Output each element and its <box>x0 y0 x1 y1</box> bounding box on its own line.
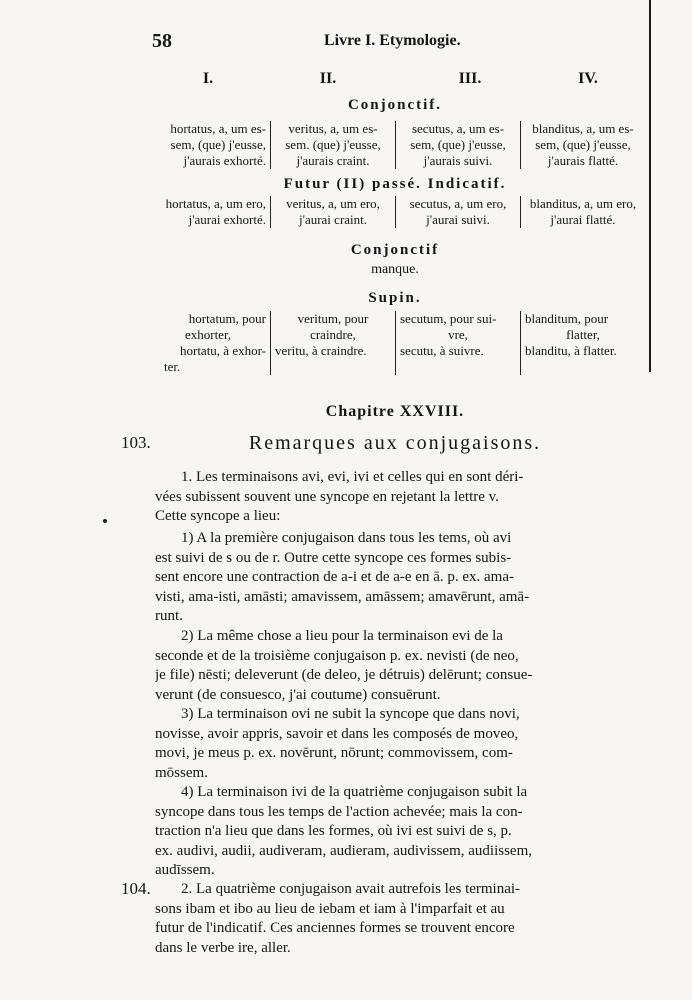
text-line: novisse, avoir appris, savoir et dans les composés de moveo, <box>155 725 519 742</box>
table-line: blanditus, a, um es- <box>532 121 634 136</box>
text-line: vées subissent souvent une syncope en rejetant la lettre v. <box>155 488 499 505</box>
section-futur: Futur (II) passé. Indicatif. <box>283 176 507 192</box>
table-line: sem, (que) j'eusse, <box>410 137 506 152</box>
text-line: seconde et de la troisième conjugaison p. ex. nevisti (de neo, <box>155 647 519 664</box>
text-line: 2. La quatrième conjugaison avait autrefois les terminai- <box>181 881 521 897</box>
table-line: secutus, a, um ero, <box>409 196 507 211</box>
col-heading-4: IV. <box>578 70 598 87</box>
supin-table <box>150 311 645 375</box>
table-line: vre, <box>448 327 468 342</box>
section-conjonctif-2: Conjonctif <box>350 242 440 258</box>
text-line: Cette syncope a lieu: <box>155 508 281 524</box>
paragraph-4 <box>155 705 648 783</box>
futur-cell-1 <box>150 196 270 228</box>
table-line: ter. <box>164 359 181 374</box>
running-title: Livre I. Etymologie. <box>324 32 461 49</box>
section-number-104: 104. <box>121 879 151 898</box>
col-heading-3: III. <box>458 70 482 87</box>
text-line: futur de l'indicatif. Ces anciennes formes se trouvent encore <box>155 920 515 936</box>
page-number: 58 <box>152 30 172 52</box>
conjonctif-table <box>150 121 645 169</box>
table-line: hortatus, a, um es- <box>170 121 266 136</box>
text-line: sons ibam et ibo au lieu de iebam et iam à l'imparfait et au <box>155 900 505 917</box>
table-line: j'aurais suivi. <box>423 153 493 168</box>
table-line: j'aurai suivi. <box>426 212 490 227</box>
supin-cell-4 <box>520 311 645 375</box>
text-line: mōssem. <box>155 764 208 781</box>
table-line: secutum, pour sui- <box>400 311 497 326</box>
text-line: 3) La terminaison ovi ne subit la syncope que dans novi, <box>181 706 520 722</box>
table-line: sem, (que) j'eusse, <box>535 137 631 152</box>
section-title: Remarques aux conjugaisons. <box>248 432 542 454</box>
table-line: exhorter, <box>184 327 232 342</box>
text-line: je file) nēsti; deleverunt (de deleo, je détruis) delērunt; consue- <box>155 667 533 683</box>
col-heading-2: II. <box>319 70 337 87</box>
futur-cell-4 <box>520 196 645 228</box>
text-line: ex. audivi, audii, audiveram, audieram, audivissem, audiissem, <box>155 842 532 859</box>
paragraph-5 <box>155 783 648 881</box>
table-line: veritus, a, um ero, <box>286 196 380 211</box>
table-line: j'aurais craint. <box>296 153 370 168</box>
page-edge-line <box>649 0 651 372</box>
table-line: hortatum, pour <box>188 311 266 326</box>
paragraph-3 <box>155 627 648 705</box>
text-line: 1. Les terminaisons avi, evi, ivi et celles qui en sont déri- <box>181 469 524 485</box>
conjonctif-cell-2 <box>270 121 395 169</box>
table-line: j'aurai craint. <box>298 212 368 227</box>
text-line: syncope dans tous les temps de l'action achevée; mais la con- <box>155 803 523 820</box>
section-conjonctif: Conjonctif. <box>347 97 443 113</box>
text-line: 1) A la première conjugaison dans tous les tems, où avi <box>181 530 512 546</box>
supin-cell-2 <box>270 311 395 375</box>
running-header <box>152 30 592 56</box>
column-headings <box>150 70 640 92</box>
table-line: blanditus, a, um ero, <box>529 196 637 211</box>
table-line: j'aurai exhorté. <box>188 212 266 227</box>
supin-cell-3 <box>395 311 520 375</box>
manque-note: manque. <box>371 262 419 277</box>
paragraph-2 <box>155 529 648 627</box>
table-line: sem. (que) j'eusse, <box>285 137 381 152</box>
table-line: secutus, a, um es- <box>411 121 505 136</box>
conjonctif-cell-1 <box>150 121 270 169</box>
chapter-heading: Chapitre XXVIII. <box>325 403 465 420</box>
text-line: est suivi de s ou de r. Outre cette syncope ces formes subis- <box>155 549 512 566</box>
text-line: verunt (de consuesco, j'ai coutume) consuērunt. <box>155 686 441 703</box>
paragraph-104 <box>155 880 648 958</box>
ink-dot <box>103 519 107 523</box>
paragraph-1 <box>155 468 648 527</box>
text-line: visti, ama-isti, amāsti; amavissem, amāssem; amavērunt, amā- <box>155 588 530 605</box>
table-line: hortatu, à exhor- <box>179 343 266 358</box>
table-line: j'aurais flatté. <box>547 153 619 168</box>
section-number-103: 103. <box>121 433 151 452</box>
table-line: veritum, pour <box>297 311 369 326</box>
text-line: dans le verbe ire, aller. <box>155 939 291 956</box>
text-line: 4) La terminaison ivi de la quatrième conjugaison subit la <box>181 784 528 800</box>
table-line: hortatus, a, um ero, <box>165 196 266 211</box>
text-line: sent encore une contraction de a-i et de a-e en ā. p. ex. ama- <box>155 569 514 585</box>
futur-table <box>150 196 645 228</box>
futur-cell-2 <box>270 196 395 228</box>
text-line: movi, je meus p. ex. novērunt, nōrunt; commovissem, com- <box>155 745 513 761</box>
futur-cell-3 <box>395 196 520 228</box>
conjonctif-cell-3 <box>395 121 520 169</box>
text-line: audīssem. <box>155 862 215 878</box>
table-line: secutu, à suivre. <box>400 343 484 358</box>
table-line: blanditu, à flatter. <box>525 343 617 358</box>
table-line: flatter, <box>566 327 600 342</box>
col-heading-1: I. <box>202 70 214 87</box>
text-line: traction n'a lieu que dans les formes, où ivi est suivi de s, p. <box>155 823 512 839</box>
table-line: veritu, à craindre. <box>275 343 367 358</box>
text-line: 2) La même chose a lieu pour la terminaison evi de la <box>181 628 503 644</box>
table-line: j'aurai flatté. <box>550 212 616 227</box>
table-line: j'aurais exhorté. <box>183 153 266 168</box>
text-line: runt. <box>155 608 183 624</box>
table-line: veritus, a, um es- <box>288 121 378 136</box>
table-line: sem, (que) j'eusse, <box>170 137 266 152</box>
conjonctif-cell-4 <box>520 121 645 169</box>
supin-cell-1 <box>150 311 270 375</box>
table-line: craindre, <box>310 327 356 342</box>
section-supin: Supin. <box>368 290 422 306</box>
table-line: blanditum, pour <box>525 311 609 326</box>
